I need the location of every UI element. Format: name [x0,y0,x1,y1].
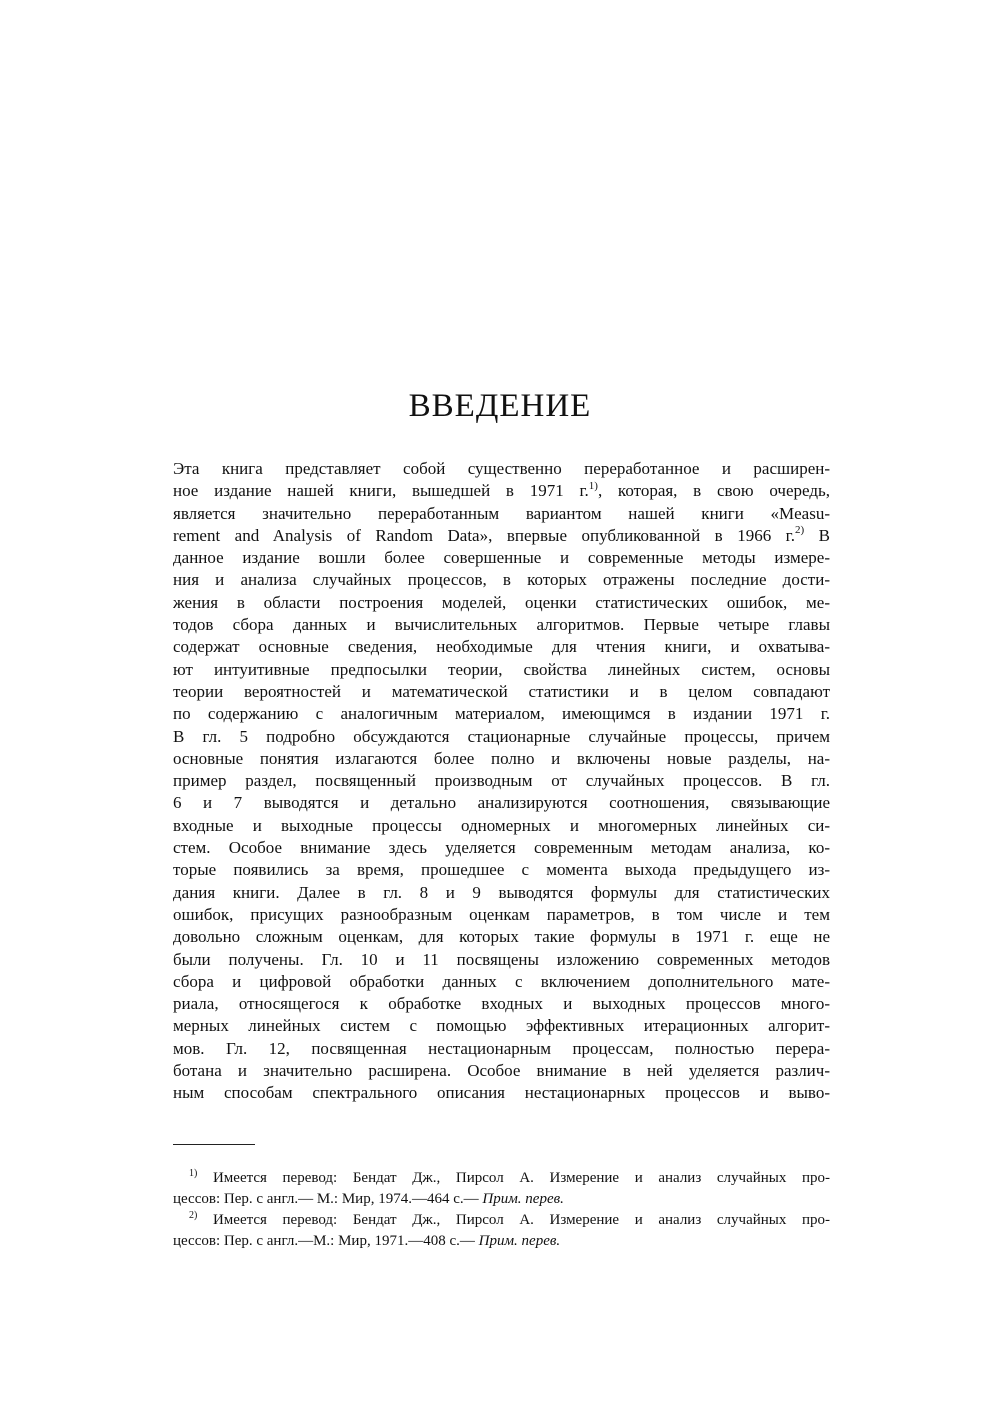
footnote-1-text-1: Имеется перевод: Бендат Дж., Пирсол А. Измерение и анализ случайных про- [197,1170,830,1186]
body-line-2-tail: , которая, в свою очередь, [597,481,830,501]
body-line-20-text: дания книги. Далее в гл. 8 и 9 выводятся формулы для статистических [173,882,830,902]
footnotes [173,1168,830,1252]
footnote-2-note: Прим. перев. [478,1233,561,1249]
body-line-21 [173,904,830,926]
chapter-heading: ВВЕДЕНИЕ [408,388,592,424]
footnote-1-text-2: цессов: Пер. с англ.— М.: Мир, 1974.—464 с.— [173,1191,483,1207]
body-line-3 [173,503,830,525]
body-line-4-text: rement and Analysis of Random Data», впервые опубликованной в 1966 г. [173,525,795,545]
body-line-11-text: теории вероятностей и математической статистики и в целом совпадают [173,681,830,701]
body-line-26-text: мерных линейных систем с помощью эффективных итерационных алгорит- [173,1016,830,1036]
footnote-1-mark: 1) [189,1168,198,1179]
body-line-1-text: Эта книга представляет собой существенно переработанное и расширен- [173,459,830,478]
body-line-8 [173,614,830,636]
body-line-24 [173,971,830,993]
body-line-12 [173,703,830,725]
body-line-13-text: В гл. 5 подробно обсуждаются стационарные случайные процессы, причем [173,726,830,746]
footnote-divider [173,1144,255,1145]
body-line-23 [173,949,830,971]
body-line-26 [173,1015,830,1037]
body-line-10-text: ют интуитивные предпосылки теории, свойства линейных систем, основы [173,659,830,679]
body-line-6 [173,569,830,591]
body-line-6-text: ния и анализа случайных процессов, в которых отражены последние дости- [173,570,830,590]
body-line-1 [173,458,830,480]
body-line-18 [173,837,830,859]
body-line-10 [173,659,830,681]
body-line-28-text: ботана и значительно расширена. Особое внимание в ней уделяется различ- [173,1061,830,1081]
body-line-9 [173,636,830,658]
body-line-3-text: является значительно переработанным вариантом нашей книги «Measu- [173,503,830,523]
body-line-16 [173,792,830,814]
body-line-7-text: жения в области построения моделей, оценки статистических ошибок, ме- [173,592,830,612]
body-line-29 [173,1082,830,1104]
body-line-14-text: основные понятия излагаются более полно и включены новые разделы, на- [173,748,830,768]
body-line-25-text: риала, относящегося к обработке входных и выходных процессов много- [173,994,830,1014]
body-line-24-text: сбора и цифровой обработки данных с включением дополнительного мате- [173,971,830,991]
footnote-2-text-2: цессов: Пер. с англ.—М.: Мир, 1971.—408 с.— [173,1233,479,1249]
body-line-2-text: ное издание нашей книги, вышедшей в 1971 г. [173,481,589,501]
body-line-20 [173,882,830,904]
footnote-1-line-2 [173,1189,830,1210]
body-line-11 [173,681,830,703]
body-line-9-text: содержат основные сведения, необходимые для чтения книги, и охватыва- [173,637,830,657]
body-line-19 [173,859,830,881]
body-line-7 [173,592,830,614]
footnote-1-line-1 [173,1168,830,1189]
body-line-2 [173,480,830,502]
body-line-4-tail: В [804,525,830,545]
body-line-29-text: ным способам спектрального описания нестационарных процессов и выво- [173,1083,830,1103]
body-line-12-text: по содержанию с аналогичным материалом, имеющимся в издании 1971 г. [173,704,830,724]
footnote-2-line-2 [173,1231,830,1252]
body-line-17 [173,815,830,837]
footnote-2-line-1 [173,1210,830,1231]
body-paragraph [173,458,830,1105]
footnote-1-note: Прим. перев. [482,1191,564,1207]
body-line-21-text: ошибок, присущих разнообразным оценкам параметров, в том числе и тем [173,904,830,924]
body-line-25 [173,993,830,1015]
body-line-8-text: тодов сбора данных и вычислительных алгоритмов. Первые четыре главы [173,615,830,635]
body-line-22 [173,926,830,948]
footnote-ref-1[interactable]: 1) [588,480,598,492]
body-line-22-text: довольно сложным оценкам, для которых такие формулы в 1971 г. еще не [173,927,830,947]
body-line-13 [173,726,830,748]
body-line-23-text: были получены. Гл. 10 и 11 посвящены изложению современных методов [173,949,830,969]
body-line-15 [173,770,830,792]
body-line-5-text: данное издание вошли более совершенные и современные методы измере- [173,548,830,568]
body-line-14 [173,748,830,770]
footnote-2-mark: 2) [189,1210,198,1221]
body-line-18-text: стем. Особое внимание здесь уделяется современным методам анализа, ко- [173,838,830,858]
body-line-15-text: пример раздел, посвященный производным от случайных процессов. В гл. [173,771,830,791]
body-line-16-text: 6 и 7 выводятся и детально анализируются соотношения, связывающие [173,793,830,813]
body-line-19-text: торые появились за время, прошедшее с момента выхода предыдущего из- [173,860,830,880]
body-line-4 [173,525,830,547]
footnote-ref-2[interactable]: 2) [795,524,805,537]
footnote-2-text-1: Имеется перевод: Бендат Дж., Пирсол А. Измерение и анализ случайных про- [197,1212,830,1228]
body-line-27 [173,1038,830,1060]
body-line-27-text: мов. Гл. 12, посвященная нестационарным процессам, полностью перера- [173,1038,830,1058]
body-line-28 [173,1060,830,1082]
body-line-5 [173,547,830,569]
body-line-17-text: входные и выходные процессы одномерных и многомерных линейных си- [173,815,830,835]
